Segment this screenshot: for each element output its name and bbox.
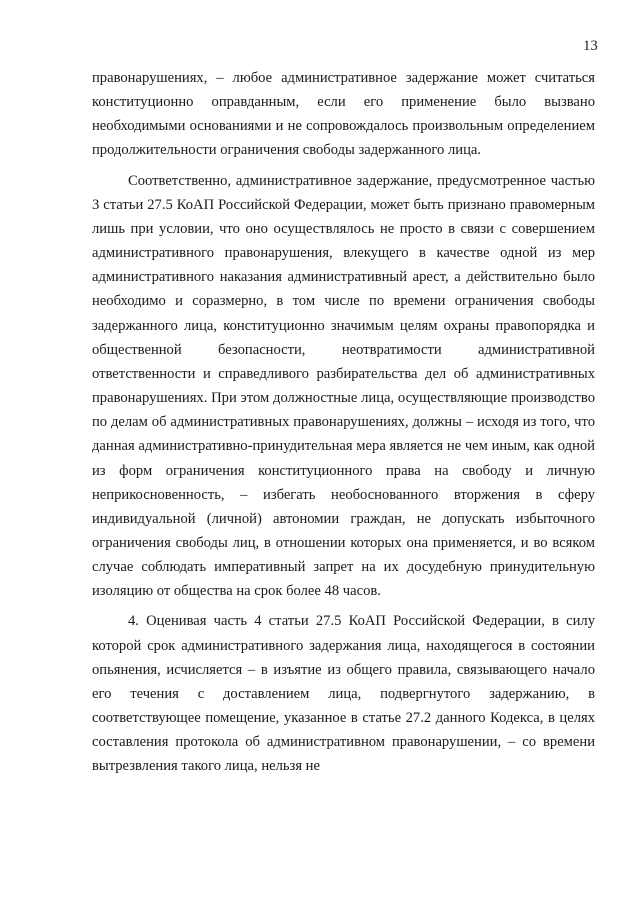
- page-number: 13: [583, 38, 598, 54]
- document-body: [92, 66, 595, 785]
- paragraph-point-4: 4. Оценивая часть 4 статьи 27.5 КоАП Российской Федерации, в силу которой срок административного задержания лица, находящегося в состоянии опьянения, исчисляется – в изъятие из общего правила, связывающего начало его течения с доставлением лица, подвергнутого задержанию, в соответствующее помещение, указанное в статье 27.2 данного Кодекса, в целях составления протокола об административном правонарушении, – со времени вытрезвления такого лица, нельзя не: [92, 613, 595, 775]
- paragraph-administrative-detention: Соответственно, административное задержание, предусмотренное частью 3 статьи 27.5 КоАП Российской Федерации, может быть признано правомерным лишь при условии, что оно осуществлялось не просто в связи с совершением административного правонарушения, влекущего в качестве одной из мер административного наказания административный арест, а действительно было необходимо и соразмерно, в том числе по времени ограничения свободы задержанного лица, конституционно значимым целям охраны правопорядка и общественной безопасности, неотвратимости административной ответственности и справедливого разбирательства дел об административных правонарушениях. При этом должностные лица, осуществляющие производство по делам об административных правонарушениях, должны – исходя из того, что данная административно-принудительная мера является не чем иным, как одной из форм ограничения конституционного права на свободу и личную неприкосновенность, – избегать необоснованного вторжения в сферу индивидуальной (личной) автономии граждан, не допускать избыточного ограничения свободы лиц, в отношении которых она применяется, и во всяком случае соблюдать императивный запрет на их досудебную принудительную изоляцию от общества на срок более 48 часов.: [92, 172, 595, 600]
- paragraph-continuation: правонарушениях, – любое административное задержание может считаться конституционно оправданным, если его применение было вызвано необходимыми основаниями и не сопровождалось произвольным определением продолжительности ограничения свободы задержанного лица.: [92, 70, 595, 159]
